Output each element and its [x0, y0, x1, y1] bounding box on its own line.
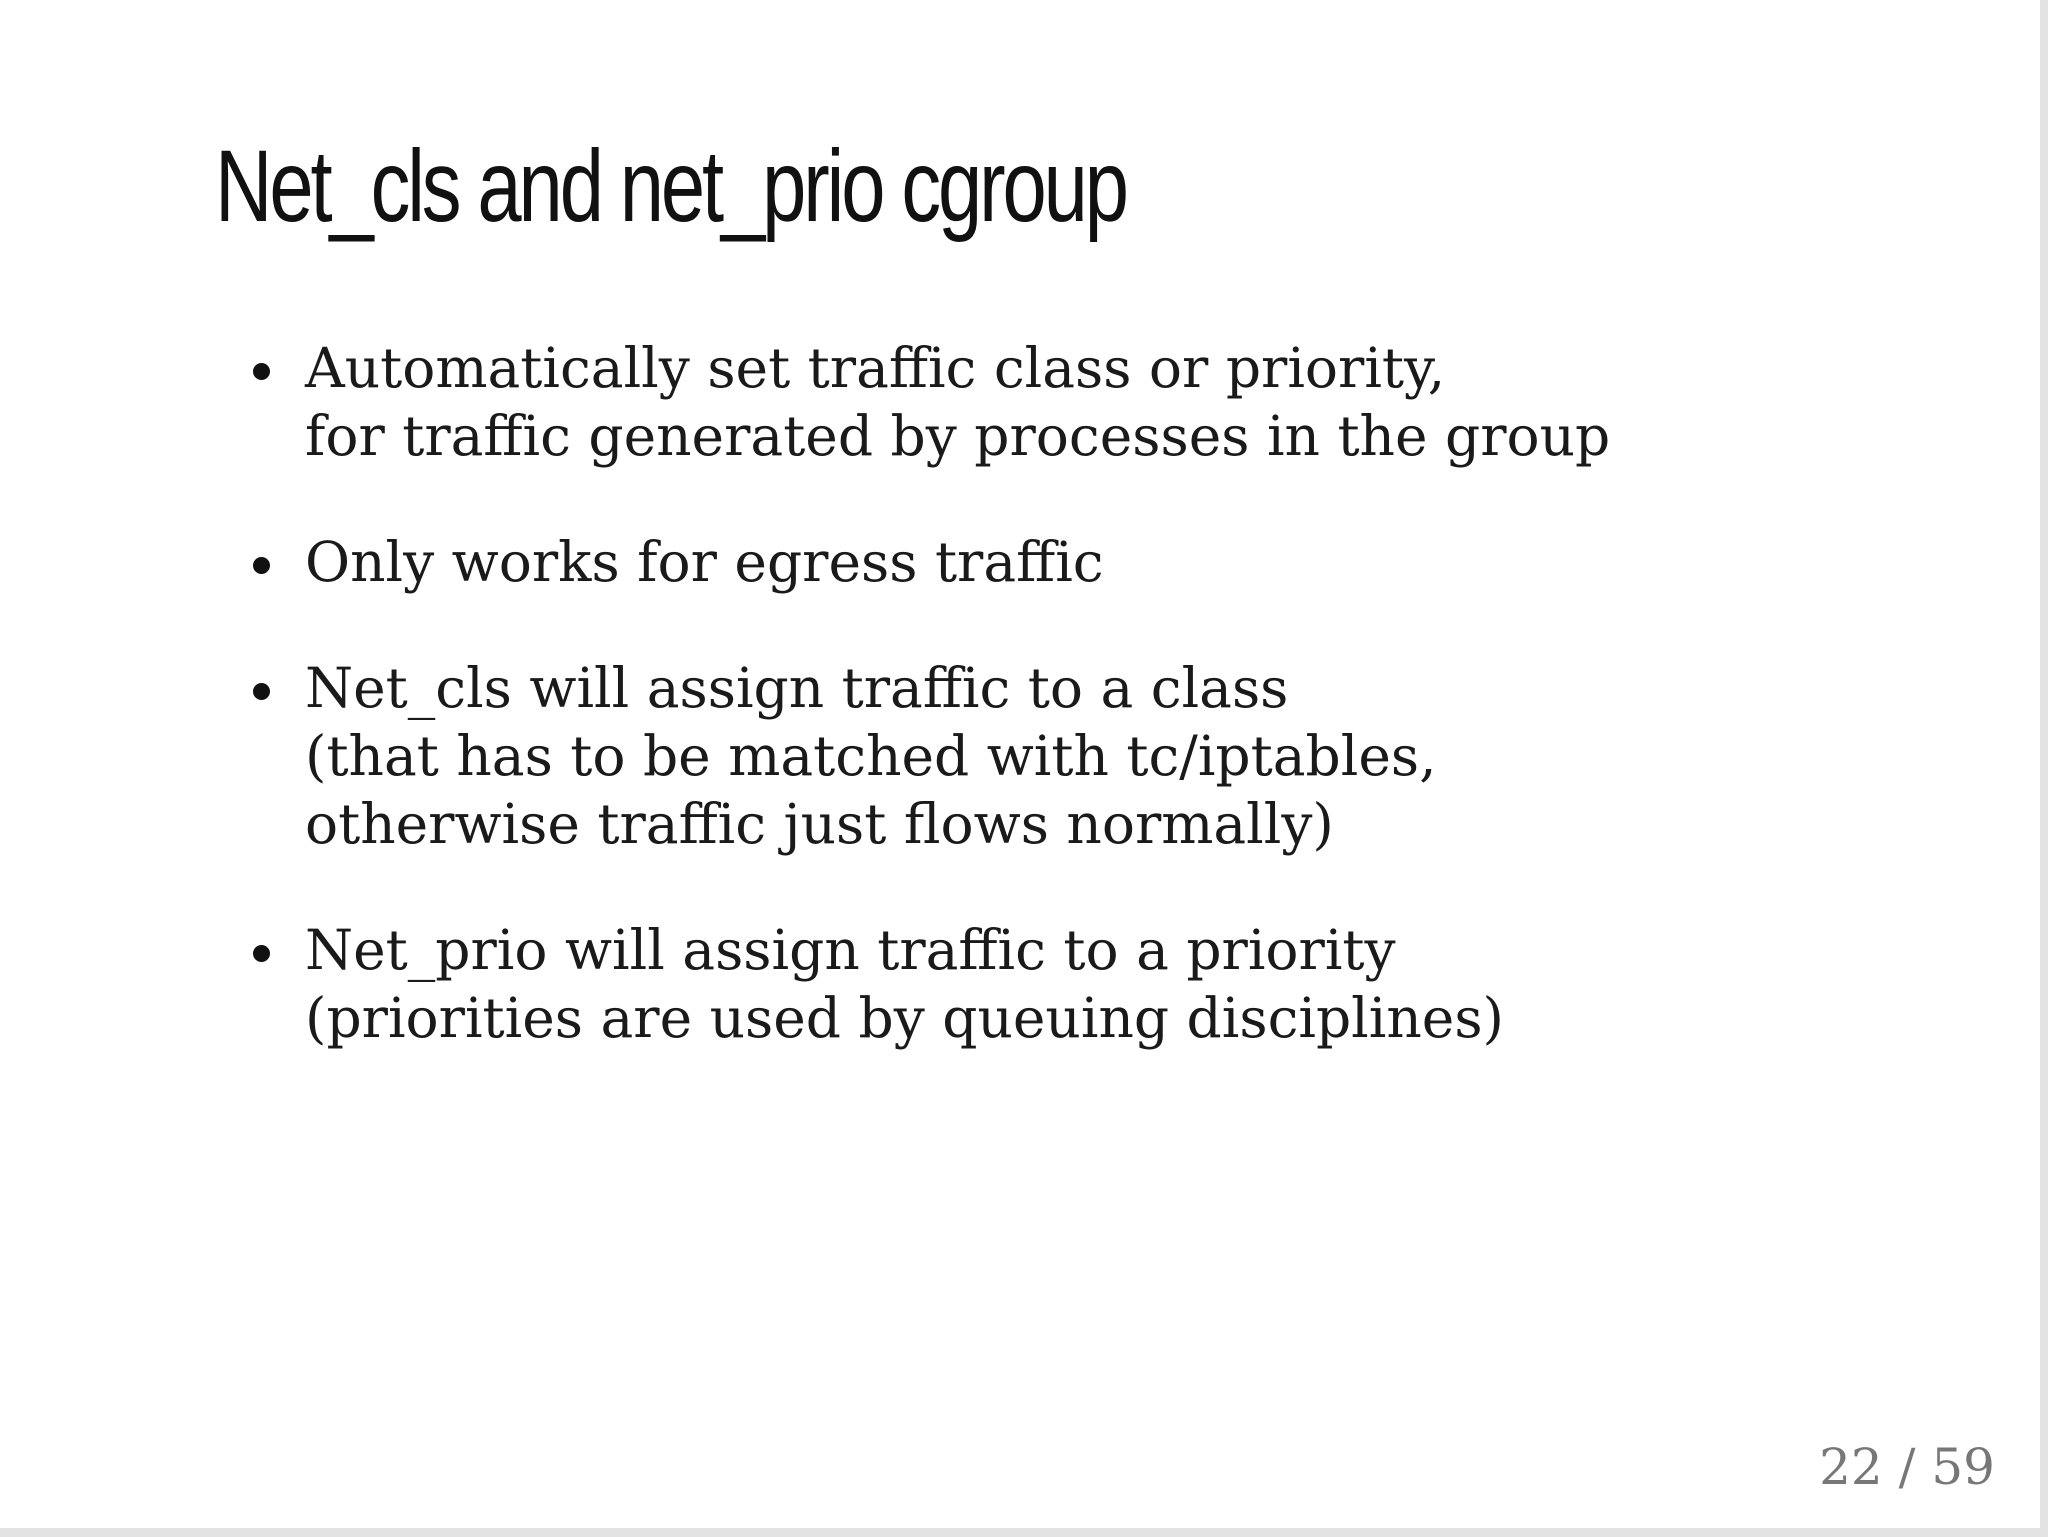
bullet-item: [245, 334, 1745, 470]
bullet-line: Only works for egress traffic: [305, 530, 1104, 594]
bullet-line: (that has to be matched with tc/iptables,: [305, 724, 1437, 788]
bullet-item: [245, 916, 1745, 1052]
bullet-item: [245, 528, 1745, 596]
bullet-dot-icon: [253, 557, 270, 574]
bullet-dot-icon: [253, 683, 270, 700]
bullet-line: Net_prio will assign traffic to a priority: [305, 918, 1396, 982]
bullet-list: [245, 334, 1745, 1110]
bullet-dot-icon: [253, 363, 270, 380]
bullet-item: [245, 654, 1745, 858]
bullet-line: (priorities are used by queuing disciplines): [305, 986, 1505, 1050]
page-number: 22 / 59: [1819, 1438, 1995, 1496]
bullet-line: otherwise traffic just flows normally): [305, 792, 1334, 856]
bullet-line: for traffic generated by processes in the group: [305, 404, 1611, 468]
bullet-dot-icon: [253, 945, 270, 962]
slide-title: Net_cls and net_prio cgroup: [215, 129, 1126, 243]
bullet-line: Automatically set traffic class or priority,: [305, 336, 1446, 400]
bullet-line: Net_cls will assign traffic to a class: [305, 656, 1289, 720]
